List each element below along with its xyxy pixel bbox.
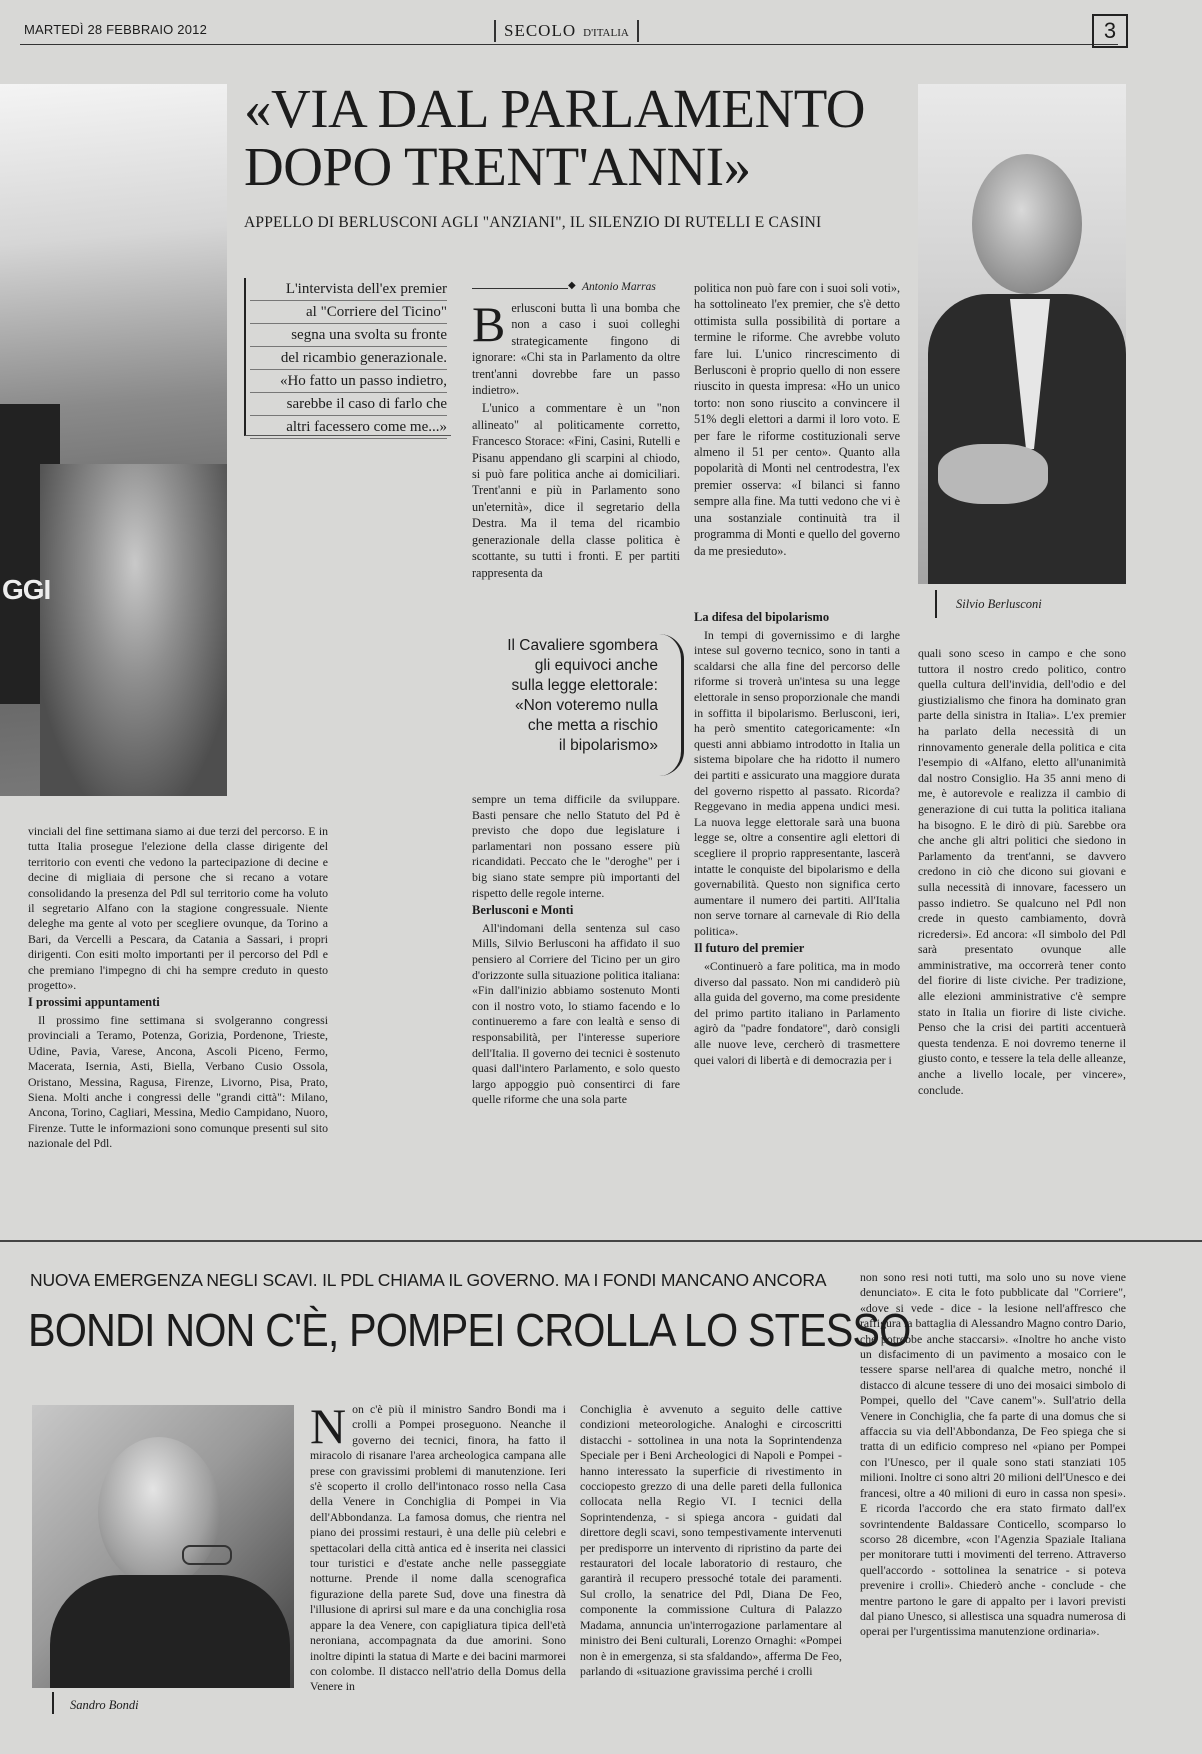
byline xyxy=(472,280,682,296)
col2-bottom-p1: sempre un tema difficile da sviluppare. Basti pensare che nello Statuto del Pd è previsto che dopo due legislature i parlamentari non possano essere più ricandidati. Peccato che le "deroghe" per i big siano state sempre più importanti del rispetto delle regole interne. xyxy=(472,792,680,900)
col3-bottom-heading2: Il futuro del premier xyxy=(694,941,805,956)
article2-col3-text: non sono resi noti tutti, ma solo uno su nove viene denunciato». E cita le foto pubblicate dal "Corriere", «dove si vede - dice - la lesione nell'affresco che raffigura la battaglia di Alessandro Magno contro Dario, che potrebbe anche staccarsi». «Inoltre ho anche visto un disfacimento di un pavimento a mosaico con le tessere sparse nell'area di qualche metro, nonché il distacco di alcune tessere di uno dei mosaici simbolo di Pompei, quello del "Cave canem"». Sull'atrio della Venere in Conchiglia, che fa parte di una domus che si affaccia su via dell'Abbondanza, De Feo spiega che si tratta di un edificio compreso nel «piano per Pompei con l'Unesco, per il quale sono stati stanziati 105 milioni. Inoltre ci sono altri 20 milioni dell'Unesco e dei francesi, oltre a 40 milioni di euro in cassa non spesi». E ricorda l'accordo che era stato firmato dall'ex sovrintendente Baldassare Conticello, scomparso lo scorso 28 dicembre, «con l'Agenzia Spaziale Italiana per monitorare tutti i movimenti del terreno. Attraverso quell'accordo - sottolinea la senatrice - si poteva prevenire i crolli». Chiederò anche - conclude - che mentre partono le gare di appalto per i lavori previsti dal piano Unesco, si allestisca una squadra numerosa di operai per l'urgentissima manutenzione ordinaria». xyxy=(860,1270,1126,1639)
berlusconi-caption-rule xyxy=(935,590,937,618)
bondi-caption: Sandro Bondi xyxy=(70,1698,139,1712)
col1-bottom-p1: vinciali del fine settimana siamo ai due terzi del percorso. E in tutta Italia prosegue l'elezione della classe dirigente del territorio con eventi che vedono la partecipazione di decine e decine di migliaia di persone che si recano a votare consolidando la presenza del Pdl sul territorio come ha voluto il segretario Alfano con la stagione congressuale. Niente deleghe ma gente al voto per scegliere ovunque, da Torino a Bari, da Vercelli a Pescara, da Catania a Sassari, i propri dirigenti. Con esiti molto importanti per il percorso del Pdl e che premiano l'impegno di chi ha sempre creduto in questo progetto». xyxy=(28,824,328,993)
rally-crowd xyxy=(40,464,227,796)
article2-kicker: NUOVA EMERGENZA NEGLI SCAVI. IL PDL CHIAMA IL GOVERNO. MA I FONDI MANCANO ANCORA xyxy=(30,1270,827,1290)
col3-top-p1: politica non può fare con i suoi soli voti», ha sottolineato l'ex premier, che s'è detto ottimista sulla possibilità di portare a termine le riforme. Che avrebbe voluto fare lui. L'unico rincrescimento di Berlusconi è proprio quello di non essere riuscito in questa impresa: «Ho un unico torto: non sono riuscito a convincere il 51% degli elettori a darmi il loro voto. E per fare le riforme costituzionali serve almeno il 51 per cento». Quanto alla popolarità di Monti nel centrodestra, l'ex premier osserva: «I bilanci si fanno sempre alla fine. Ma tutti vedono che vi è una sostanziale continuità tra il programma di Monti e quello del governo da me presieduto». xyxy=(694,281,900,558)
col3-bottom-p1: In tempi di governissimo e di larghe intese sul governo tecnico, sono in tanti a scaldarsi che alla fine del percorso delle riforme si troverà un'intesa su una legge elettorale in senso proporzionale che mandi in soffitta il bipolarismo. Berlusconi, ieri, ha però smentito categoricamente: «In questi anni abbiamo introdotto in Italia un sistema bipolare che ha ridotto il numero dei partiti e assicurato una maggiore durata del governo rispetto al passato. Ricorda? Reggevano in media appena undici mesi. La nuova legge elettorale sarà una buona legge se, oltre a consentire agli elettori di scegliere il proprio rappresentante, lascerà intatte le conquiste del bipolarismo e della governabilità. Questo non significa certo aumentare il numero dei partiti. All'Italia non serve tornare al carnevale di Rio della politica». xyxy=(694,627,900,938)
article2-col2 xyxy=(580,1402,842,1720)
pull-quote-bracket xyxy=(659,634,684,776)
title-line-1: «VIA DAL PARLAMENTO xyxy=(244,78,866,139)
article2-title: BONDI NON C'È, POMPEI CROLLA LO STESSO xyxy=(28,1304,911,1356)
article2-col1 xyxy=(310,1402,566,1720)
byline-diamond: ◆ xyxy=(568,280,576,291)
drop-cap-b: B xyxy=(472,300,506,352)
pull-quote-line: «Non voteremo nulla xyxy=(514,697,658,714)
col2-bottom-heading: Berlusconi e Monti xyxy=(472,903,574,918)
article1-title xyxy=(244,80,924,196)
berlusconi-photo xyxy=(918,84,1126,584)
col2-top-p2: L'unico a commentare è un "non allineato" al politicamente corretto, Francesco Storace: «Fini, Casini, Rutelli e Pisanu appendano gli scarpini al chiodo, si può fare politica anche ai domiciliari. Trent'anni e più in Parlamento sono un'eternità», dice il segretario della Destra. Ma il tema del ricambio generazionale della classe politica è scottante, su tutti i fronti. E per partiti rappresenta da xyxy=(472,401,680,580)
article1-col1-bottom xyxy=(28,824,328,1212)
pull-quote-line: gli equivoci anche xyxy=(534,657,658,674)
title-line-2: DOPO TRENT'ANNI» xyxy=(244,136,751,197)
drop-cap-n: N xyxy=(310,1402,347,1454)
masthead-date: MARTEDÌ 28 FEBBRAIO 2012 xyxy=(24,22,208,37)
lead-line: L'intervista dell'ex premier xyxy=(250,278,447,301)
col2-top-p1: erlusconi butta lì una bomba che non a caso i suoi colleghi strategicamente fingono di ignorare: «Chi sta in Parlamento da oltre trent'anni dovrebbe fare un passo indietro». xyxy=(472,301,680,398)
rally-photo xyxy=(0,84,227,796)
lead-line: sarebbe il caso di farlo che xyxy=(250,393,447,416)
pull-quote-line: che metta a rischio xyxy=(527,717,658,734)
page-number-box xyxy=(1092,14,1128,48)
page-number: 3 xyxy=(1103,18,1117,43)
col3-bottom-p2: «Continuerò a fare politica, ma in modo diverso dal passato. Non mi candiderò più alla guida del governo, ma come presidente del primo partito italiano in Parlamento agirò da "padre fondatore", darò consigli alle nuove leve, cercherò di trasmettere quei valori di libertà e di democrazia per i xyxy=(694,959,900,1067)
bondi-glasses xyxy=(182,1545,232,1565)
article1-col3-bottom xyxy=(694,610,900,1210)
article1-subtitle: APPELLO DI BERLUSCONI AGLI "ANZIANI", IL SILENZIO DI RUTELLI E CASINI xyxy=(244,214,822,231)
lead-line: al "Corriere del Ticino" xyxy=(250,301,447,324)
lead-line: del ricambio generazionale. xyxy=(250,347,447,370)
article2-col1-text: on c'è più il ministro Sandro Bondi ma i crolli a Pompei proseguono. Neanche il governo dei tecnici, finora, ha fatto il miracolo di risanare l'area archeologica campana alle prese con gravissimi problemi di manutenzione. Ieri s'è scoperto il crollo dell'intonaco rosso nella Casa della Venere in Conchiglia di Pompei in Via dell'Abbondanza. La famosa domus, che rientra nel piano dei prossimi restauri, è una delle più celebri e spettacolari della città antica ed è inserita nei classici tour turistici e d'estate anche nelle passeggiate notturne. Prende il nome dalla scenografica figurazione della parete Sud, dove una finestra dà l'illusione di aprirsi sul mare e da una conchiglia rosa appare la dea Venere, con capigliatura tipica dell'età neroniana, accompagnata da due amorini. Sono inoltre dipinti la statua di Marte e dei bacini marmorei con colombe. Il distacco nell'atrio della Domus della Venere in xyxy=(310,1402,566,1694)
bondi-suit xyxy=(50,1575,290,1688)
article2-col3 xyxy=(860,1270,1126,1720)
articles-separator xyxy=(0,1240,1202,1242)
pull-quote xyxy=(462,636,680,756)
article1-col4-bottom xyxy=(918,646,1126,1210)
col3-bottom-heading1: La difesa del bipolarismo xyxy=(694,610,830,624)
bondi-caption-rule xyxy=(52,1692,54,1714)
bondi-photo xyxy=(32,1405,294,1688)
masthead xyxy=(20,14,1182,46)
pull-quote-line: sulla legge elettorale: xyxy=(511,677,658,694)
col2-bottom-p2: All'indomani della sentenza sul caso Mills, Silvio Berlusconi ha affidato il suo pensiero al Corriere del Ticino per un giro d'orizzonte sulla situazione politica italiana: «Fin dall'inizio abbiamo sostenuto Monti con il nostro voto, lo stiamo facendo e lo continueremo a fare con lealtà e senso di responsabilità, per l'interesse superiore dell'Italia. Il governo dei tecnici è sostenuto quasi dall'intero Parlamento, e solo questo largo appoggio può consentirci di fare quelle riforme che una sola parte xyxy=(472,920,680,1107)
byline-author: Antonio Marras xyxy=(582,281,656,293)
berlusconi-caption: Silvio Berlusconi xyxy=(956,597,1042,611)
article1-col2-top xyxy=(472,300,680,598)
newspaper-name: SECOLO xyxy=(504,21,577,40)
col1-bottom-p2: Il prossimo fine settimana si svolgeranno congressi provinciali a Teramo, Potenza, Gorizia, Pordenone, Trieste, Udine, Pavia, Varese, Ancona, Ascoli Piceno, Fermo, Macerata, Isernia, Asti, Biella, Verbano Cusio Ossola, Oristano, Messina, Ragusa, Firenze, Livorno, Pisa, Prato, Siena. Molti anche i congressi delle "grandi città": Milano, Ancona, Torino, Cagliari, Messina, Medio Campidano, Nuoro, Firenze. Tutte le informazioni sono comunque presenti sul sito nazionale del Pdl. xyxy=(28,1012,328,1151)
article1-col2-bottom xyxy=(472,792,680,1210)
berlusconi-hand xyxy=(938,444,1048,504)
article2-col2-text: Conchiglia è avvenuto a seguito delle cattive condizioni meteorologiche. Analoghi e circoscritti distacchi - sottolinea in una nota la Soprintendenza Speciale per i Beni Archeologici di Napoli e Pompei - hanno interessato la superficie di rivestimento in cocciopesto grezzo di una delle pareti della fullonica collocata nella Regio VI. I tecnici della Soprintendenza, - si spiega ancora - guidati dal direttore degli scavi, sono tempestivamente intervenuti per predisporre un intervento di ripristino da parte dei restauratori del locale laboratorio di restauro, che garantirà il recupero pressoché totale dei paramenti. Sul crollo, la senatrice del Pdl, Diana De Feo, componente la commissione Cultura di Palazzo Madama, annuncia un'interrogazione parlamentare al ministro dei Beni culturali, Lorenzo Ornaghi: «Pompei non è in emergenza, si sta sfaldando», afferma De Feo, parlando di «situazione gravissima perché i crolli xyxy=(580,1402,842,1678)
pull-quote-lines xyxy=(462,636,680,756)
rally-sign-text: GGI xyxy=(2,574,51,605)
lead-lines xyxy=(250,278,447,439)
lead-line: altri facessero come me...» xyxy=(250,416,447,439)
col4-bottom-p1: quali sono sceso in campo e che sono tuttora il nostro credo politico, contro quella cultura dell'invidia, dell'odio e del giustizialismo che finora ha dominato gran parte della sinistra in Italia». L'ex premier ha parlato della necessità di un rinnovamento generale della politica e cita l'esempio di «Alfano, eletto all'unanimità dal nostro Consiglio. Ha 35 anni meno di me, è autorevole e realizza il cambio di generazione di cui tutta la politica italiana ha bisogno. E le dirò di più. Sarebbe ora che anche gli altri politici che siedono in Parlamento da trent'anni, se davvero credono in ciò che dicono sui giovani e sulla necessità di innovare, facessero un passo indietro. Se qualcuno nel Pdl non crede in questo cambiamento, dovrà ricredersi». Ed ancora: «Il simbolo del Pdl sarà presentato ovunque alle amministrative, ma occorrerà tener conto del fiorire di liste civiche. Per tradizione, alle elezioni amministrative c'è sempre stato in Italia un fiorire di liste civiche. Penso che la crisi dei partiti accentuerà questa tendenza. E noi dovremo tenerne il giusto conto, e tessere la tela delle alleanze, anche a livello locale, per vincere», conclude. xyxy=(918,646,1126,1097)
pull-quote-line: Il Cavaliere sgombera xyxy=(507,637,658,654)
berlusconi-head xyxy=(972,154,1082,294)
masthead-logo xyxy=(494,20,639,42)
lead-line: segna una svolta su fronte xyxy=(250,324,447,347)
lead-line: «Ho fatto un passo indietro, xyxy=(250,370,447,393)
pull-quote-line: il bipolarismo» xyxy=(558,737,658,754)
col1-bottom-heading: I prossimi appuntamenti xyxy=(28,995,160,1010)
article1-col3-top xyxy=(694,280,900,598)
masthead-rule xyxy=(20,44,1118,45)
newspaper-suffix: D'ITALIA xyxy=(583,27,629,39)
byline-rule xyxy=(472,288,568,289)
